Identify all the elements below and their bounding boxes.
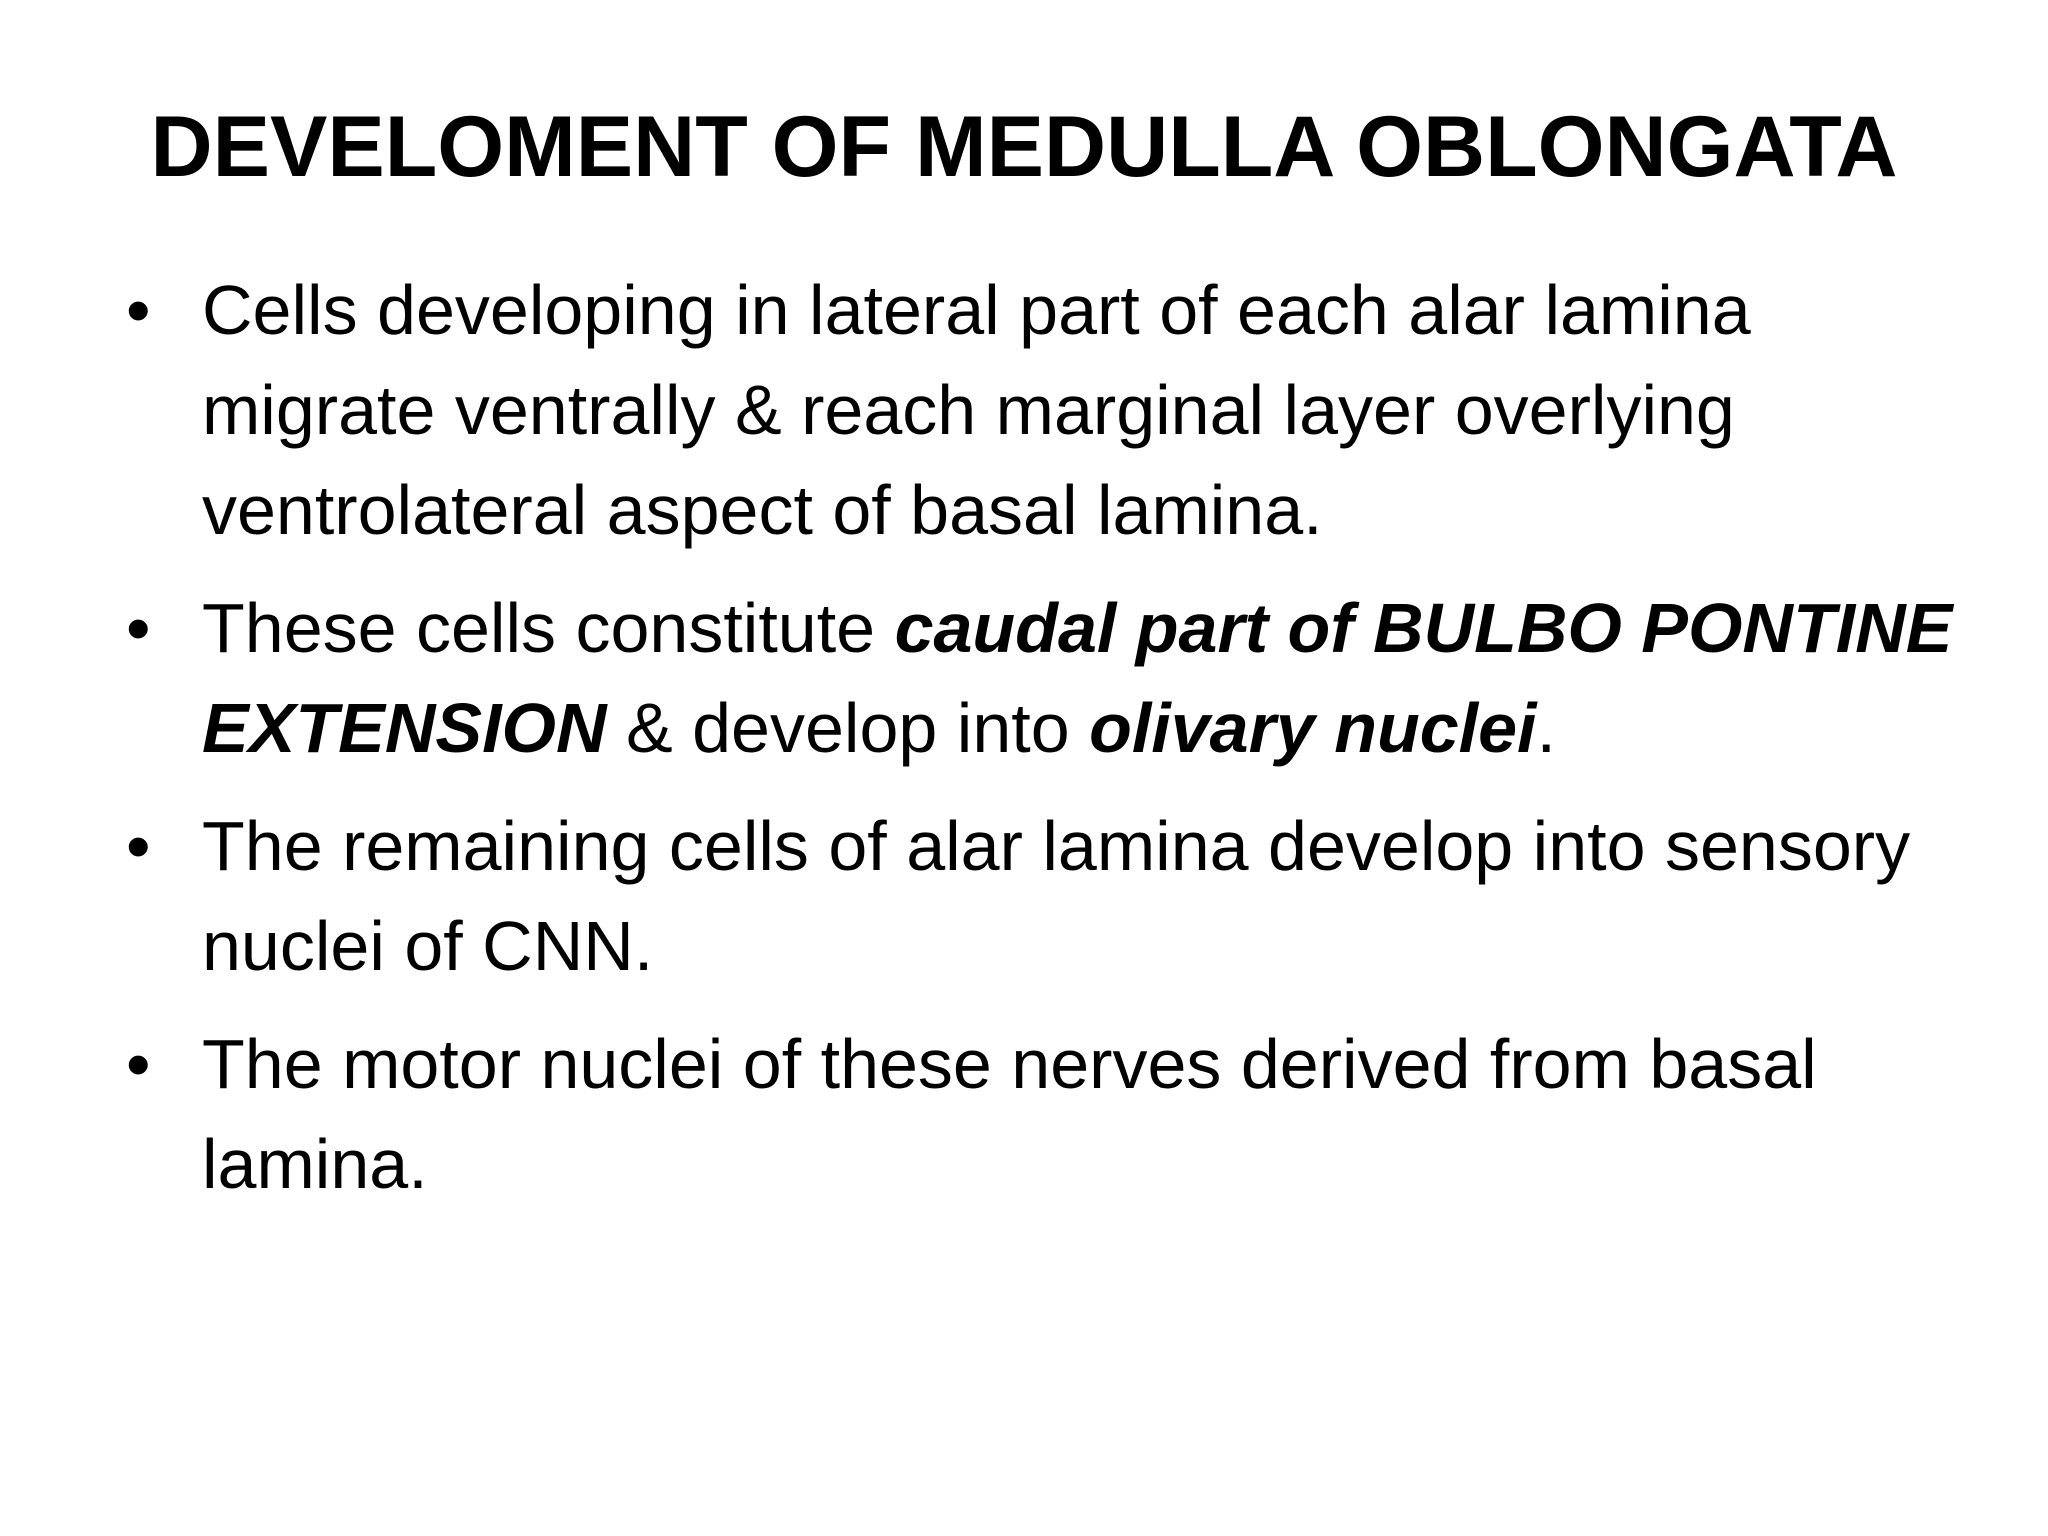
- bullet-text: & develop into: [606, 689, 1090, 767]
- bullet-list: [120, 260, 1980, 1232]
- bullet-item-4: [120, 1014, 1980, 1214]
- bullet-marker: •: [126, 807, 151, 885]
- bullet-marker: •: [126, 271, 151, 349]
- bullet-emphasis: olivary nuclei: [1089, 689, 1537, 767]
- bullet-emphasis: caudal part of BULBO PONTINE EXTENSION: [202, 589, 1953, 767]
- bullet-text: .: [1536, 689, 1556, 767]
- bullet-text: These cells constitute: [202, 589, 895, 667]
- slide-title: DEVELOMENT OF MEDULLA OBLONGATA: [150, 99, 1898, 195]
- bullet-item-3: [120, 796, 1980, 996]
- bullet-marker: •: [126, 589, 151, 667]
- bullet-text: The remaining cells of alar lamina develop into sensory nuclei of CNN.: [202, 807, 1911, 985]
- bullet-text: Cells developing in lateral part of each alar lamina migrate ventrally & reach marginal layer overlying ventrolateral aspect of basal lamina.: [202, 271, 1751, 549]
- bullet-marker: •: [126, 1025, 151, 1103]
- bullet-text: The motor nuclei of these nerves derived from basal lamina.: [202, 1025, 1817, 1203]
- bullet-item-1: [120, 260, 1980, 560]
- bullet-item-2: [120, 578, 1980, 778]
